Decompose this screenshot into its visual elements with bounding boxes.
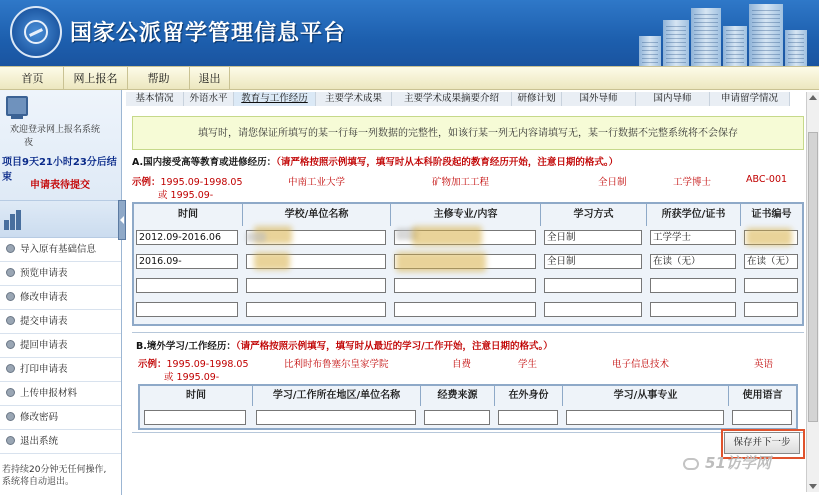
edu-cert-input[interactable] — [744, 278, 798, 293]
sidebar-item-submit[interactable]: 提交申请表 — [0, 310, 121, 334]
example-time-alt: 或 1995.09- — [158, 190, 214, 201]
example-major: 矿物加工工程 — [432, 177, 490, 188]
edu-major-input[interactable] — [394, 278, 536, 293]
example-cert: ABC-001 — [746, 174, 788, 185]
scroll-down-icon[interactable] — [809, 484, 817, 489]
bullet-icon — [6, 436, 15, 445]
chart-icon — [4, 210, 26, 230]
bullet-icon — [6, 388, 15, 397]
bullet-icon — [6, 316, 15, 325]
example-degree: 工学博士 — [673, 177, 712, 188]
tab-achievement-summary[interactable]: 主要学术成果摘要介绍 — [392, 92, 512, 106]
redaction-blur — [254, 252, 290, 270]
section-b-title: B.境外学习/工作经历：（请严格按照示例填写，填写时从最近的学习/工作开始，注意日期的格式。） — [136, 341, 553, 352]
col-degree: 所获学位/证书 — [646, 204, 740, 226]
header-banner — [0, 0, 819, 66]
col-mode: 学习方式 — [540, 204, 646, 226]
abroad-language-input[interactable] — [732, 410, 792, 425]
section-divider — [132, 332, 804, 333]
abroad-identity-input[interactable] — [498, 410, 558, 425]
edu-degree-input[interactable]: 工学学士 — [650, 230, 736, 245]
tab-language[interactable]: 外语水平 — [184, 92, 234, 106]
notice-box: 填写时，请您保证所填写的某一行每一列数据的完整性，如该行某一列无内容请填写无，某一行数据不完整系统将不会保存 — [132, 116, 804, 150]
example-major-b: 电子信息技术 — [612, 359, 670, 370]
deadline-text: 项目9天21小时23分后结束 — [2, 157, 117, 183]
tab-domestic-supervisor[interactable]: 国内导师 — [636, 92, 710, 106]
menu-online-registration[interactable]: 网上报名 — [64, 67, 128, 90]
col-time-b: 时间 — [186, 390, 206, 401]
abroad-time-input[interactable] — [144, 410, 246, 425]
edu-degree-input[interactable] — [650, 302, 736, 317]
save-next-button[interactable]: 保存并下一步 — [724, 432, 800, 454]
edu-time-input[interactable] — [136, 278, 238, 293]
example-identity: 学生 — [518, 359, 538, 370]
edu-mode-input[interactable] — [544, 278, 642, 293]
edu-school-input[interactable] — [246, 278, 386, 293]
example-mode: 全日制 — [598, 177, 627, 188]
col-location: 学习/工作所在地区/单位名称 — [252, 386, 420, 406]
tab-foreign-supervisor[interactable]: 国外导师 — [562, 92, 636, 106]
tab-study-abroad[interactable]: 申请留学情况 — [710, 92, 790, 106]
abroad-location-input[interactable] — [256, 410, 416, 425]
scroll-up-icon[interactable] — [809, 95, 817, 100]
col-school: 学校/单位名称 — [242, 204, 390, 226]
bullet-icon — [6, 412, 15, 421]
edu-school-input[interactable] — [246, 302, 386, 317]
sidebar-user-panel — [0, 90, 121, 200]
top-menu — [0, 66, 819, 90]
col-cert: 证书编号 — [740, 204, 802, 226]
abroad-funding-input[interactable] — [424, 410, 490, 425]
edu-mode-input[interactable]: 全日制 — [544, 230, 642, 245]
edu-mode-input[interactable] — [544, 302, 642, 317]
watermark: 51访学网 — [683, 452, 771, 473]
section-b-example: 示例：1995.09-1998.05 — [138, 359, 249, 370]
edu-cert-input[interactable] — [744, 302, 798, 317]
wechat-icon — [683, 458, 699, 470]
sidebar-section-header — [0, 200, 121, 238]
col-funding: 经费来源 — [420, 386, 494, 406]
menu-logout[interactable]: 退出 — [190, 67, 230, 90]
section-a-example: 示例：1995.09-1998.05 — [132, 177, 243, 188]
idle-notice: 若持续20分钟无任何操作, 系统将自动退出。 — [2, 465, 107, 487]
redaction-blur — [246, 232, 266, 242]
bullet-icon — [6, 268, 15, 277]
col-major: 主修专业/内容 — [390, 204, 540, 226]
csc-logo — [10, 6, 62, 58]
example-language: 英语 — [754, 359, 774, 370]
sidebar-item-exit[interactable]: 退出系统 — [0, 430, 121, 454]
sidebar-item-withdraw[interactable]: 提回申请表 — [0, 334, 121, 358]
scrollbar-thumb[interactable] — [808, 132, 818, 422]
menu-home[interactable]: 首页 — [2, 67, 64, 90]
col-time: 时间 — [178, 209, 198, 220]
tab-bar — [126, 92, 806, 106]
main-content — [128, 108, 806, 493]
skyline-image — [629, 0, 819, 66]
edu-time-input[interactable]: 2016.09- — [136, 254, 238, 269]
menu-help[interactable]: 帮助 — [128, 67, 190, 90]
abroad-table — [138, 384, 798, 430]
abroad-major-input[interactable] — [566, 410, 724, 425]
col-language: 使用语言 — [728, 386, 796, 406]
sidebar-item-edit[interactable]: 修改申请表 — [0, 286, 121, 310]
section-a-title: A.国内接受高等教育或进修经历：（请严格按照示例填写，填写时从本科阶段起的教育经历开始，注意日期的格式。） — [132, 157, 619, 168]
welcome-text: 欢迎登录网上报名系统 — [10, 125, 101, 135]
sidebar-item-import[interactable]: 导入原有基础信息 — [0, 238, 121, 262]
application-status: 申请表待提交 — [30, 180, 90, 191]
sidebar-item-password[interactable]: 修改密码 — [0, 406, 121, 430]
education-table — [132, 202, 804, 326]
sidebar-item-preview[interactable]: 预览申请表 — [0, 262, 121, 286]
edu-degree-input[interactable] — [650, 278, 736, 293]
redaction-blur — [412, 226, 482, 246]
edu-time-input[interactable]: 2012.09-2016.06 — [136, 230, 238, 245]
example-place: 比利时布鲁塞尔皇家学院 — [284, 359, 389, 370]
example-time-alt-b: 或 1995.09- — [164, 372, 220, 383]
redaction-blur — [746, 228, 792, 246]
computer-icon — [6, 96, 28, 116]
sidebar — [0, 90, 122, 495]
bullet-icon — [6, 364, 15, 373]
edu-time-input[interactable] — [136, 302, 238, 317]
example-funding: 自费 — [452, 359, 472, 370]
col-major-b: 学习/从事专业 — [562, 386, 728, 406]
edu-cert-input[interactable]: 在读（无） — [744, 254, 798, 269]
sidebar-item-upload[interactable]: 上传申报材料 — [0, 382, 121, 406]
tab-study-plan[interactable]: 研修计划 — [512, 92, 562, 106]
edu-mode-input[interactable]: 全日制 — [544, 254, 642, 269]
bullet-icon — [6, 292, 15, 301]
col-identity: 在外身份 — [494, 386, 562, 406]
tab-basic-info[interactable]: 基本情况 — [126, 92, 184, 106]
sidebar-collapse-handle[interactable] — [118, 200, 126, 240]
edu-degree-input[interactable]: 在读（无） — [650, 254, 736, 269]
redaction-blur — [396, 252, 486, 272]
edu-major-input[interactable] — [394, 302, 536, 317]
sidebar-item-print[interactable]: 打印申请表 — [0, 358, 121, 382]
welcome-name: 夜 — [24, 138, 34, 148]
site-title: 国家公派留学管理信息平台 — [70, 21, 347, 46]
section-divider — [132, 432, 804, 433]
bullet-icon — [6, 340, 15, 349]
vertical-scrollbar[interactable] — [806, 92, 819, 492]
tab-education-work[interactable]: 教育与工作经历 — [234, 92, 316, 106]
example-school: 中南工业大学 — [288, 177, 346, 188]
tab-achievements[interactable]: 主要学术成果 — [316, 92, 392, 106]
bullet-icon — [6, 244, 15, 253]
